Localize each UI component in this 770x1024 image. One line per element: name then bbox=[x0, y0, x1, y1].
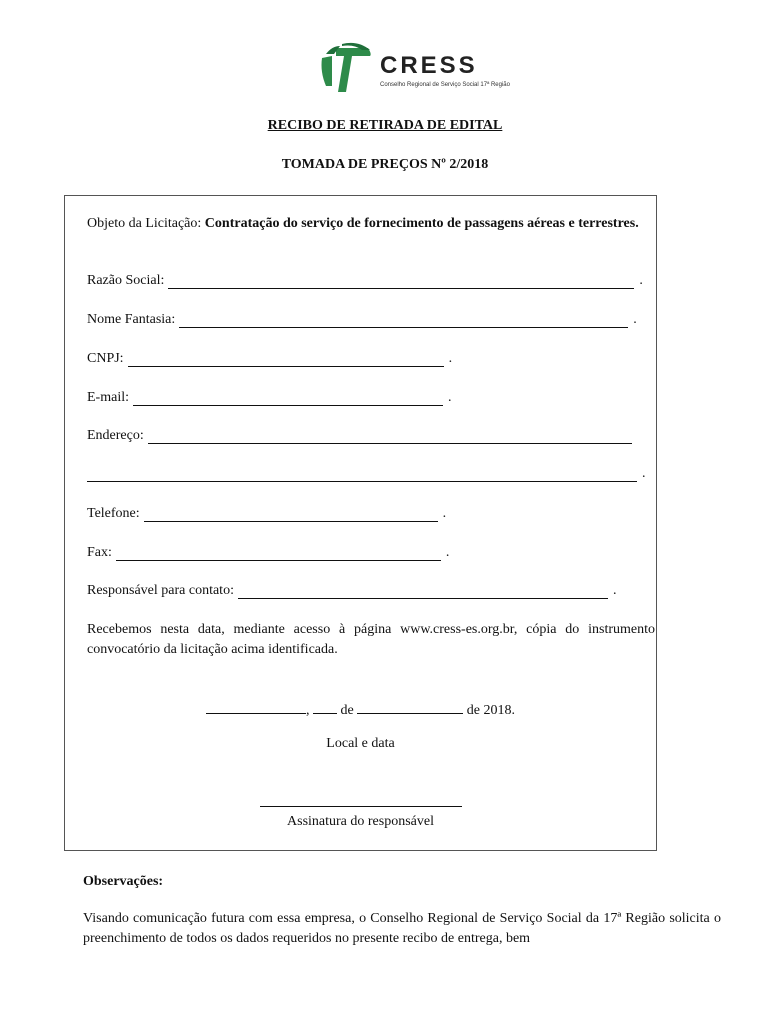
fax-row bbox=[87, 545, 449, 561]
nome-fantasia-label: Nome Fantasia: bbox=[87, 312, 176, 327]
responsavel-field[interactable] bbox=[238, 583, 608, 599]
recebemos-paragraph: Recebemos nesta data, mediante acesso à página www.cress-es.org.br, cópia do instrumento convocatório da licitação acima identificada. bbox=[87, 622, 655, 657]
cnpj-label: CNPJ: bbox=[87, 351, 124, 366]
fax-label: Fax: bbox=[87, 545, 112, 560]
endereco-field-2[interactable] bbox=[87, 466, 637, 482]
date-comma: , bbox=[306, 703, 310, 718]
period: . bbox=[633, 312, 637, 327]
date-year: de 2018. bbox=[466, 703, 515, 718]
email-label: E-mail: bbox=[87, 390, 129, 405]
responsavel-label: Responsável para contato: bbox=[87, 583, 234, 598]
observacoes-title: Observações: bbox=[83, 874, 164, 889]
logo-subtitle: Conselho Regional de Serviço Social 17ª Região bbox=[380, 82, 510, 88]
month-field[interactable] bbox=[357, 699, 463, 714]
razao-social-row bbox=[87, 273, 643, 289]
period: . bbox=[448, 351, 453, 366]
nome-fantasia-row bbox=[87, 312, 637, 328]
objeto-label: Objeto da Licitação: bbox=[87, 216, 205, 231]
telefone-field[interactable] bbox=[144, 506, 438, 522]
logo-text: CRESS bbox=[380, 52, 478, 79]
telefone-label: Telefone: bbox=[87, 506, 140, 521]
endereco-label: Endereço: bbox=[87, 428, 144, 443]
razao-social-field[interactable] bbox=[168, 273, 634, 289]
endereco-row-2 bbox=[87, 466, 646, 482]
razao-social-label: Razão Social: bbox=[87, 273, 165, 288]
period: . bbox=[642, 466, 646, 481]
period: . bbox=[442, 506, 447, 521]
date-de: de bbox=[340, 703, 354, 718]
signature-line[interactable] bbox=[260, 806, 462, 807]
local-data-label: Local e data bbox=[326, 736, 395, 751]
cnpj-row bbox=[87, 351, 452, 367]
date-line bbox=[64, 699, 657, 719]
email-field[interactable] bbox=[133, 390, 443, 406]
day-field[interactable] bbox=[313, 699, 337, 714]
email-row bbox=[87, 390, 452, 406]
period: . bbox=[448, 390, 452, 405]
cress-emblem-icon bbox=[318, 42, 378, 98]
endereco-field[interactable] bbox=[148, 428, 632, 444]
signature-label: Assinatura do responsável bbox=[287, 814, 434, 829]
telefone-row bbox=[87, 506, 446, 522]
nome-fantasia-field[interactable] bbox=[179, 312, 628, 328]
period: . bbox=[639, 273, 643, 288]
document-title: RECIBO DE RETIRADA DE EDITAL bbox=[267, 118, 503, 133]
form-box bbox=[64, 195, 657, 851]
objeto-paragraph bbox=[87, 214, 655, 234]
cress-logo bbox=[318, 42, 510, 98]
document-subtitle: TOMADA DE PREÇOS Nº 2/2018 bbox=[281, 157, 489, 172]
observacoes-text: Visando comunicação futura com essa empresa, o Conselho Regional de Serviço Social da 17ª Região solicita o preenchimento de todos os dados requeridos no presente recibo de entrega, bem bbox=[83, 911, 721, 946]
period: . bbox=[445, 545, 450, 560]
responsavel-row bbox=[87, 583, 616, 599]
endereco-row bbox=[87, 428, 632, 444]
fax-field[interactable] bbox=[116, 545, 441, 561]
cnpj-field[interactable] bbox=[128, 351, 444, 367]
city-field[interactable] bbox=[206, 699, 306, 714]
objeto-value: Contratação do serviço de fornecimento de passagens aéreas e terrestres. bbox=[204, 216, 639, 231]
period: . bbox=[612, 583, 617, 598]
